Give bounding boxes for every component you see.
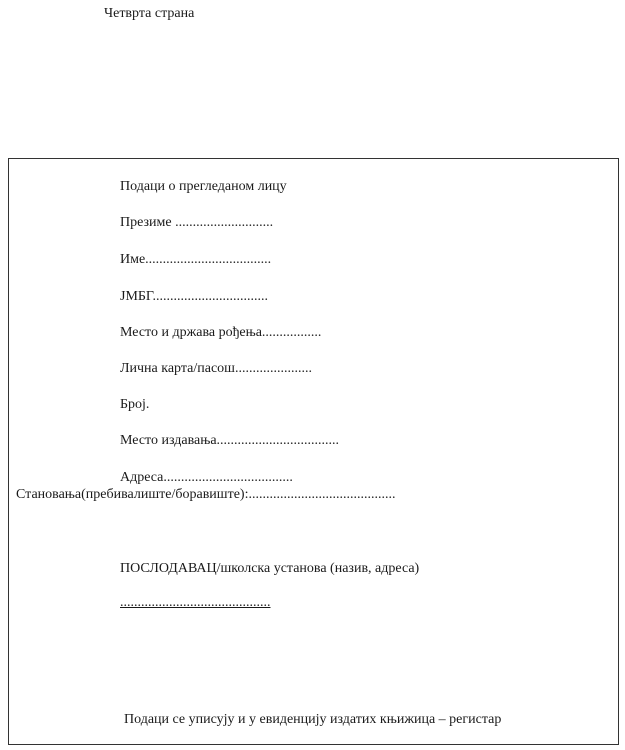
person-data-form	[8, 158, 619, 745]
name-field: Име....................................	[120, 252, 272, 267]
birthplace-field: Место и држава рођења.................	[120, 325, 322, 340]
address-field: Адреса.....................................	[120, 470, 293, 485]
residence-field: Становања(пребивалиште/боравиште):..........................................	[16, 487, 396, 502]
employer-dots: ...........................................	[120, 595, 271, 610]
employer-label: ПОСЛОДАВАЦ/школска установа (назив, адреса)	[120, 561, 420, 576]
number-field: Број.	[120, 397, 150, 412]
id-document-field: Лична карта/пасош......................	[120, 361, 312, 376]
footer-note: Подаци се уписују и у евиденцију издатих књижица – регистар	[124, 712, 502, 727]
issue-place-field: Место издавања...................................	[120, 433, 340, 448]
section-title: Подаци о прегледаном лицу	[120, 179, 287, 194]
page-label: Четврта страна	[104, 6, 195, 21]
jmbg-field: ЈМБГ.................................	[120, 289, 268, 304]
surname-field: Презиме ............................	[120, 215, 274, 230]
